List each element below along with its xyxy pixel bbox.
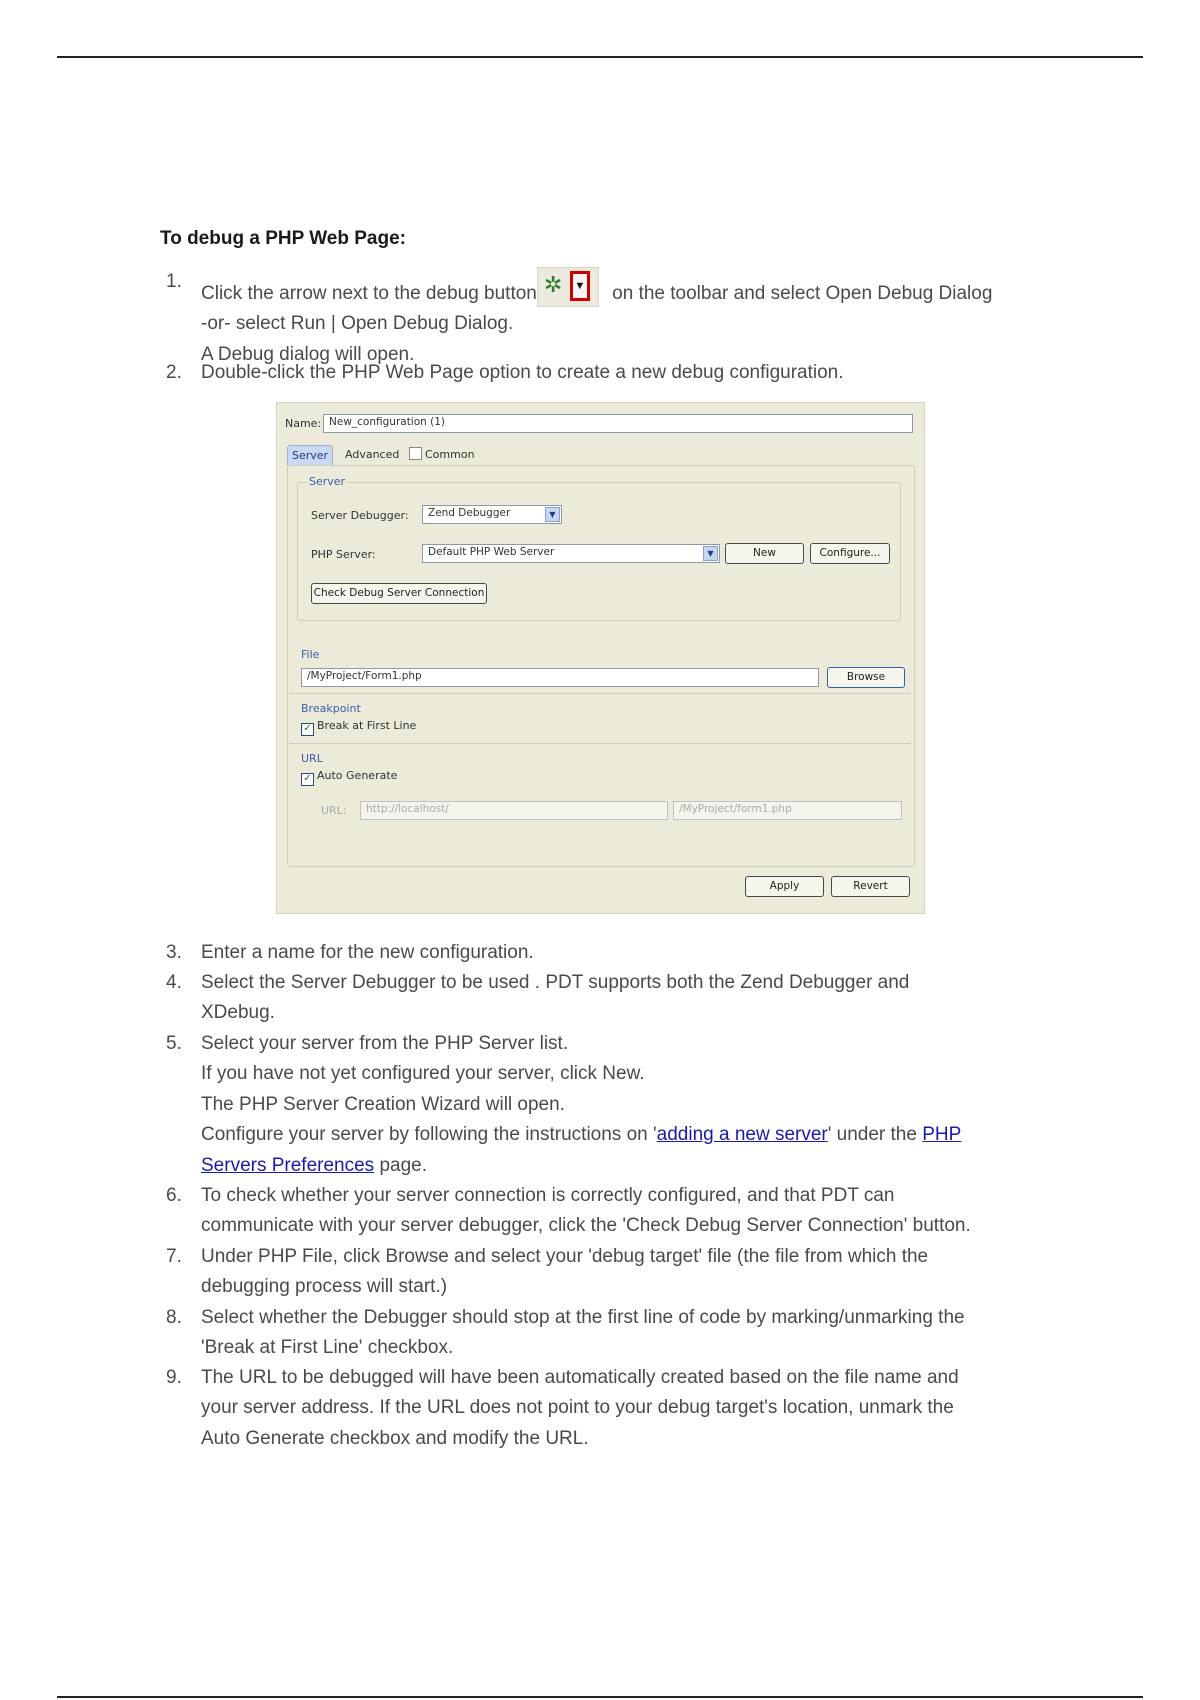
step-8: 8. Select whether the Debugger should stop at the first line of code by marking/unmarking the 'Break at First Line' checkbox. <box>166 1307 965 1359</box>
php-server-select[interactable]: Default PHP Web Server ▼ <box>422 544 720 563</box>
adding-new-server-link[interactable]: adding a new server <box>656 1124 828 1146</box>
step-9: 9. The URL to be debugged will have been automatically created based on the file name and your server address. If the URL does not point to your debug target's location, unmark the Auto Generate checkbox and modify the URL. <box>166 1367 959 1449</box>
bottom-rule <box>57 1696 1143 1698</box>
configure-button[interactable]: Configure... <box>810 543 890 564</box>
common-tab-icon <box>409 447 422 460</box>
apply-button[interactable]: Apply <box>745 876 824 897</box>
url-label: URL <box>301 752 323 765</box>
revert-button[interactable]: Revert <box>831 876 910 897</box>
tab-common[interactable]: Common <box>405 445 479 465</box>
url-base-input[interactable]: http://localhost/ <box>360 801 668 820</box>
divider <box>289 693 911 694</box>
browse-button[interactable]: Browse <box>827 667 905 688</box>
divider <box>289 743 911 744</box>
check-icon: ✓ <box>301 723 314 736</box>
step-3: 3. Enter a name for the new configuration. <box>166 942 534 963</box>
breakpoint-label: Breakpoint <box>301 702 361 715</box>
server-debugger-select[interactable]: Zend Debugger ▼ <box>422 505 562 524</box>
check-icon: ✓ <box>301 773 314 786</box>
check-debug-server-connection-button[interactable]: Check Debug Server Connection <box>311 583 487 604</box>
step-1: 1. Click the arrow next to the debug button ✲ ▼ on the toolbar and select Open Debug Dialog -or- select Run | Open Debug Dialog. A Debug dialog will open. <box>160 267 1060 370</box>
break-first-line-checkbox[interactable]: ✓ Break at First Line <box>301 719 416 736</box>
step-4: 4. Select the Server Debugger to be used . PDT supports both the Zend Debugger and XDebug. <box>166 972 910 1024</box>
debug-button-icon <box>537 267 599 307</box>
file-label: File <box>301 648 320 661</box>
new-button[interactable]: New <box>725 543 804 564</box>
bug-icon: ✲ <box>543 272 563 297</box>
top-rule <box>57 56 1143 58</box>
step-5: 5. Select your server from the PHP Server list. If you have not yet configured your server, click New. The PHP Server Creation Wizard will open. Configure your server by following the instructions on 'adding a new server' under the PHP Servers Preferences page. <box>166 1033 962 1176</box>
file-input[interactable]: /MyProject/Form1.php <box>301 668 819 687</box>
url-path-input[interactable]: /MyProject/form1.php <box>673 801 902 820</box>
step-7: 7. Under PHP File, click Browse and select your 'debug target' file (the file from which the debugging process will start.) <box>166 1246 929 1298</box>
chevron-down-icon: ▼ <box>545 507 560 522</box>
dropdown-arrow-icon: ▼ <box>570 271 590 301</box>
tab-server[interactable]: Server <box>287 445 333 466</box>
auto-generate-checkbox[interactable]: ✓ Auto Generate <box>301 769 397 786</box>
step-2: 2. Double-click the PHP Web Page option to create a new debug configuration. <box>166 362 844 383</box>
step-6: 6. To check whether your server connection is correctly configured, and that PDT can communicate with your server debugger, click the 'Check Debug Server Connection' button. <box>166 1185 971 1237</box>
section-heading: To debug a PHP Web Page: <box>160 228 406 249</box>
tab-advanced[interactable]: Advanced <box>345 448 400 461</box>
php-servers-preferences-link[interactable]: PHP Servers Preferences <box>201 1124 962 1176</box>
server-group-label: Server <box>309 475 346 488</box>
debug-dialog-screenshot: Name: New_configuration (1) Server Advanced Common Server Server Debugger: Zend Debugger ▼ PHP Server: Default PHP Web Server ▼ New Configure... Check Debug Server Connection File /MyProject/Form1.php Browse Breakpoint ✓ Break at First Line URL ✓ Auto Generate URL: http://localhost/ /MyProject/form1.php Apply Revert <box>276 402 925 914</box>
name-input[interactable]: New_configuration (1) <box>323 414 913 433</box>
chevron-down-icon: ▼ <box>703 546 718 561</box>
